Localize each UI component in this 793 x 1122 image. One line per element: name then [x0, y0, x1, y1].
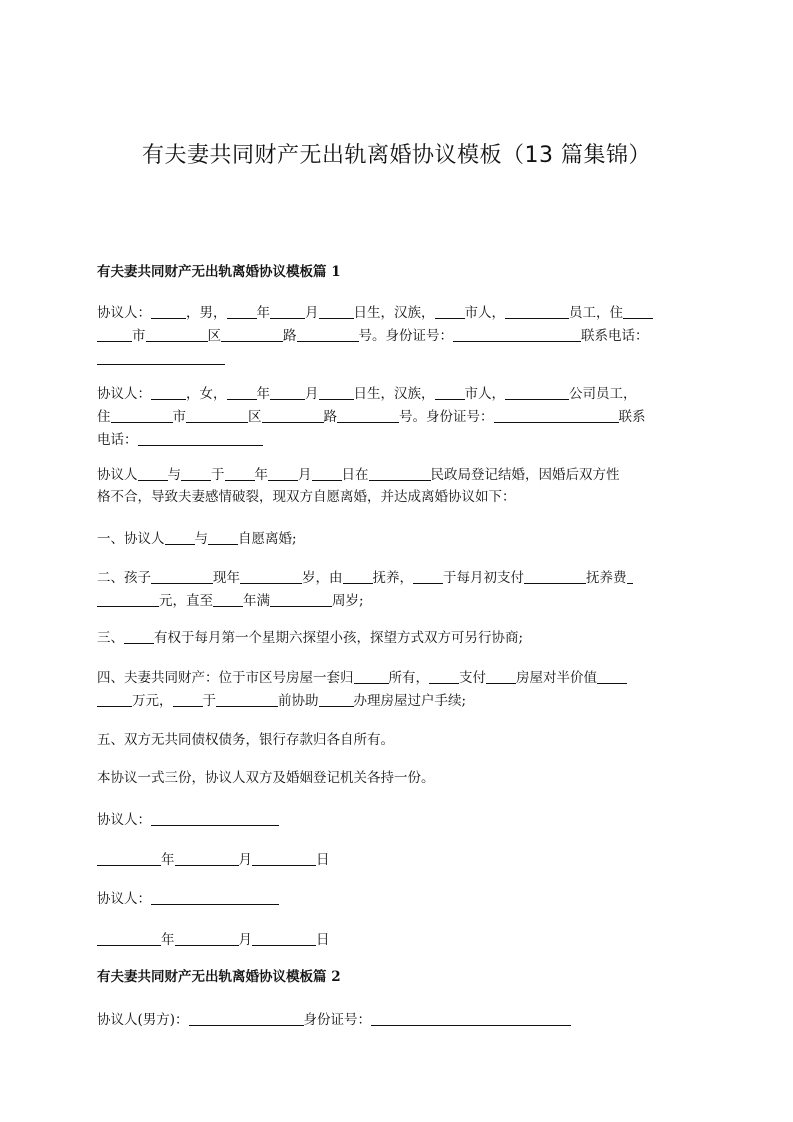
text-segment: 市 [172, 409, 186, 425]
text-segment: 电话： [97, 432, 138, 448]
blank-line [270, 591, 332, 607]
text-segment: 日生，汉族， [353, 305, 435, 321]
text-line: 五、双方无共同债权债务，银行存款归各自所有。 [97, 732, 394, 748]
clause-4 [97, 666, 697, 712]
text-segment: 年 [254, 467, 268, 483]
text-segment: 与 [194, 531, 208, 547]
blank-line [208, 529, 238, 545]
text-segment: 区 [248, 409, 262, 425]
text-segment: 于 [202, 693, 216, 709]
text-segment: 万元， [132, 693, 173, 709]
blank-line [221, 326, 283, 342]
party-male-paragraph [97, 301, 697, 370]
blank-line [270, 303, 305, 319]
blank-line [268, 465, 298, 481]
text-segment: 年满 [243, 593, 270, 609]
text-segment: 月 [305, 386, 319, 402]
blank-line [181, 465, 211, 481]
blank-line [151, 568, 213, 584]
text-segment: 办理房屋过户手续; [353, 693, 467, 709]
blank-line [213, 591, 243, 607]
clause-3 [97, 626, 697, 649]
text-segment: 市 [132, 328, 146, 344]
text-line [97, 928, 697, 951]
blank-line [151, 384, 186, 400]
text-line [97, 887, 697, 910]
section-2-heading: 有夫妻共同财产无出轨离婚协议模板篇 2 [97, 969, 341, 985]
text-segment: 联系电话： [581, 328, 649, 344]
date-day-label: 日 [316, 852, 330, 868]
blank-line [97, 326, 132, 342]
marriage-registration-paragraph [97, 463, 697, 508]
text-line: 格不合，导致夫妻感情破裂，现双方自愿离婚，并达成离婚协议如下： [97, 489, 516, 505]
signature-blank[interactable] [151, 810, 279, 826]
date-year-blank[interactable] [97, 850, 161, 866]
blank-line [435, 384, 465, 400]
clause-1 [97, 527, 697, 550]
text-segment: 现年 [213, 570, 240, 586]
blank-line [270, 384, 305, 400]
blank-line [97, 591, 159, 607]
text-segment: 路 [283, 328, 297, 344]
date-month-label: 月 [238, 852, 252, 868]
text-segment: 年 [256, 386, 270, 402]
blank-line [173, 691, 203, 707]
blank-line [319, 691, 354, 707]
section-1-heading: 有夫妻共同财产无出轨离婚协议模板篇 1 [97, 264, 341, 280]
blank-line [337, 407, 399, 423]
text-segment: 路 [323, 409, 337, 425]
blank-line [435, 303, 465, 319]
clause-5 [97, 729, 697, 751]
blank-line [138, 430, 263, 446]
clause-2 [97, 566, 697, 612]
blank-line [312, 465, 342, 481]
text-segment: 日生，汉族， [353, 386, 435, 402]
blank-line [597, 668, 627, 684]
date-year-label: 年 [161, 852, 175, 868]
text-segment: 市人， [464, 305, 505, 321]
date-day-blank[interactable] [252, 930, 316, 946]
text-segment: 协议人 [97, 467, 138, 483]
date-2 [97, 928, 697, 951]
text-segment: ，男， [186, 305, 227, 321]
text-segment: 身份证号： [303, 1012, 372, 1028]
blank-line [505, 384, 569, 400]
blank-line [189, 1010, 304, 1026]
party-female-paragraph [97, 382, 697, 451]
blank-line [227, 384, 257, 400]
text-segment: 前协助 [278, 693, 319, 709]
blank-line [524, 568, 586, 584]
text-segment: 元，直至 [159, 593, 213, 609]
text-line [97, 1008, 697, 1031]
blank-line [453, 326, 581, 342]
signature-blank[interactable] [151, 889, 279, 905]
date-1 [97, 848, 697, 871]
text-segment: 协议人(男方)： [97, 1012, 189, 1028]
text-segment: 抚养费 [586, 570, 627, 586]
text-segment: 号。身份证号： [358, 328, 453, 344]
blank-line [623, 303, 653, 319]
blank-line [262, 407, 324, 423]
text-segment: 二、孩子 [97, 570, 151, 586]
blank-line [138, 465, 168, 481]
text-segment: 于每月初支付 [443, 570, 524, 586]
signature-1 [97, 808, 697, 831]
text-segment: 自愿离婚; [238, 531, 297, 547]
text-segment: 支付 [459, 670, 486, 686]
text-segment: 抚养， [372, 570, 413, 586]
text-line [97, 848, 697, 871]
text-segment: 号。身份证号： [399, 409, 494, 425]
blank-line [369, 465, 431, 481]
text-line [97, 382, 697, 405]
blank-line [165, 529, 195, 545]
blank-line [97, 691, 132, 707]
blank-line [216, 691, 278, 707]
blank-line [413, 568, 443, 584]
date-day-label: 日 [316, 932, 330, 948]
text-segment: 协议人： [97, 305, 151, 321]
text-line [97, 347, 697, 370]
blank-line [186, 407, 248, 423]
text-segment: 月 [305, 305, 319, 321]
text-segment: 房屋对半价值 [516, 670, 597, 686]
text-segment: 三、 [97, 630, 124, 646]
text-line [97, 666, 697, 689]
blank-line [494, 407, 619, 423]
text-segment: 周岁; [332, 593, 364, 609]
text-line [97, 463, 697, 486]
text-line [97, 589, 697, 612]
blank-line [151, 303, 186, 319]
signature-label: 协议人： [97, 891, 151, 907]
date-year-blank[interactable] [97, 930, 161, 946]
text-line [97, 527, 697, 550]
blank-line [240, 568, 302, 584]
text-line: 本协议一式三份，协议人双方及婚姻登记机关各持一份。 [97, 770, 435, 786]
blank-line [225, 465, 255, 481]
text-segment: ，女， [186, 386, 227, 402]
text-line [97, 808, 697, 831]
text-segment: 员工，住 [569, 305, 623, 321]
date-month-blank[interactable] [175, 930, 239, 946]
signature-label: 协议人： [97, 812, 151, 828]
text-segment: 协议人： [97, 386, 151, 402]
blank-line [429, 668, 459, 684]
blank-line [111, 407, 173, 423]
signature-2 [97, 887, 697, 910]
text-line [97, 626, 697, 649]
text-segment: 有权于每月第一个星期六探望小孩，探望方式双方可另行协商; [154, 630, 524, 646]
text-line [97, 405, 697, 428]
text-segment: 四、夫妻共同财产：位于市区号房屋一套归 [97, 670, 354, 686]
blank-line [319, 384, 354, 400]
blank-line [354, 668, 389, 684]
text-line [97, 566, 697, 589]
blank-line [146, 326, 208, 342]
blank-line [627, 568, 633, 584]
section-2-party-male [97, 1008, 697, 1031]
blank-line [97, 349, 225, 365]
blank-line [505, 303, 569, 319]
copies-statement [97, 767, 697, 789]
text-line [97, 301, 697, 324]
text-segment: 市人， [464, 386, 505, 402]
text-line [97, 428, 697, 451]
text-segment: 区 [207, 328, 221, 344]
blank-line [371, 1010, 571, 1026]
text-segment: 年 [256, 305, 270, 321]
text-segment: 联系 [618, 409, 646, 425]
blank-line [297, 326, 359, 342]
text-segment: 一、协议人 [97, 531, 165, 547]
text-segment: 所有， [388, 670, 429, 686]
text-segment: 民政局登记结婚，因婚后双方性 [430, 467, 620, 483]
text-segment: 日在 [341, 467, 369, 483]
text-line [97, 689, 697, 712]
blank-line [227, 303, 257, 319]
date-month-blank[interactable] [175, 850, 239, 866]
text-segment: 与 [167, 467, 181, 483]
text-segment: 月 [298, 467, 312, 483]
document-title: 有夫妻共同财产无出轨离婚协议模板（13 篇集锦） [142, 143, 651, 168]
text-segment: 住 [97, 409, 111, 425]
date-day-blank[interactable] [252, 850, 316, 866]
blank-line [124, 628, 154, 644]
blank-line [319, 303, 354, 319]
text-segment: 公司员工， [569, 386, 637, 402]
text-segment: 于 [211, 467, 225, 483]
date-month-label: 月 [238, 932, 252, 948]
text-line [97, 324, 697, 347]
text-segment: 岁，由 [302, 570, 343, 586]
date-year-label: 年 [161, 932, 175, 948]
blank-line [343, 568, 373, 584]
blank-line [486, 668, 516, 684]
